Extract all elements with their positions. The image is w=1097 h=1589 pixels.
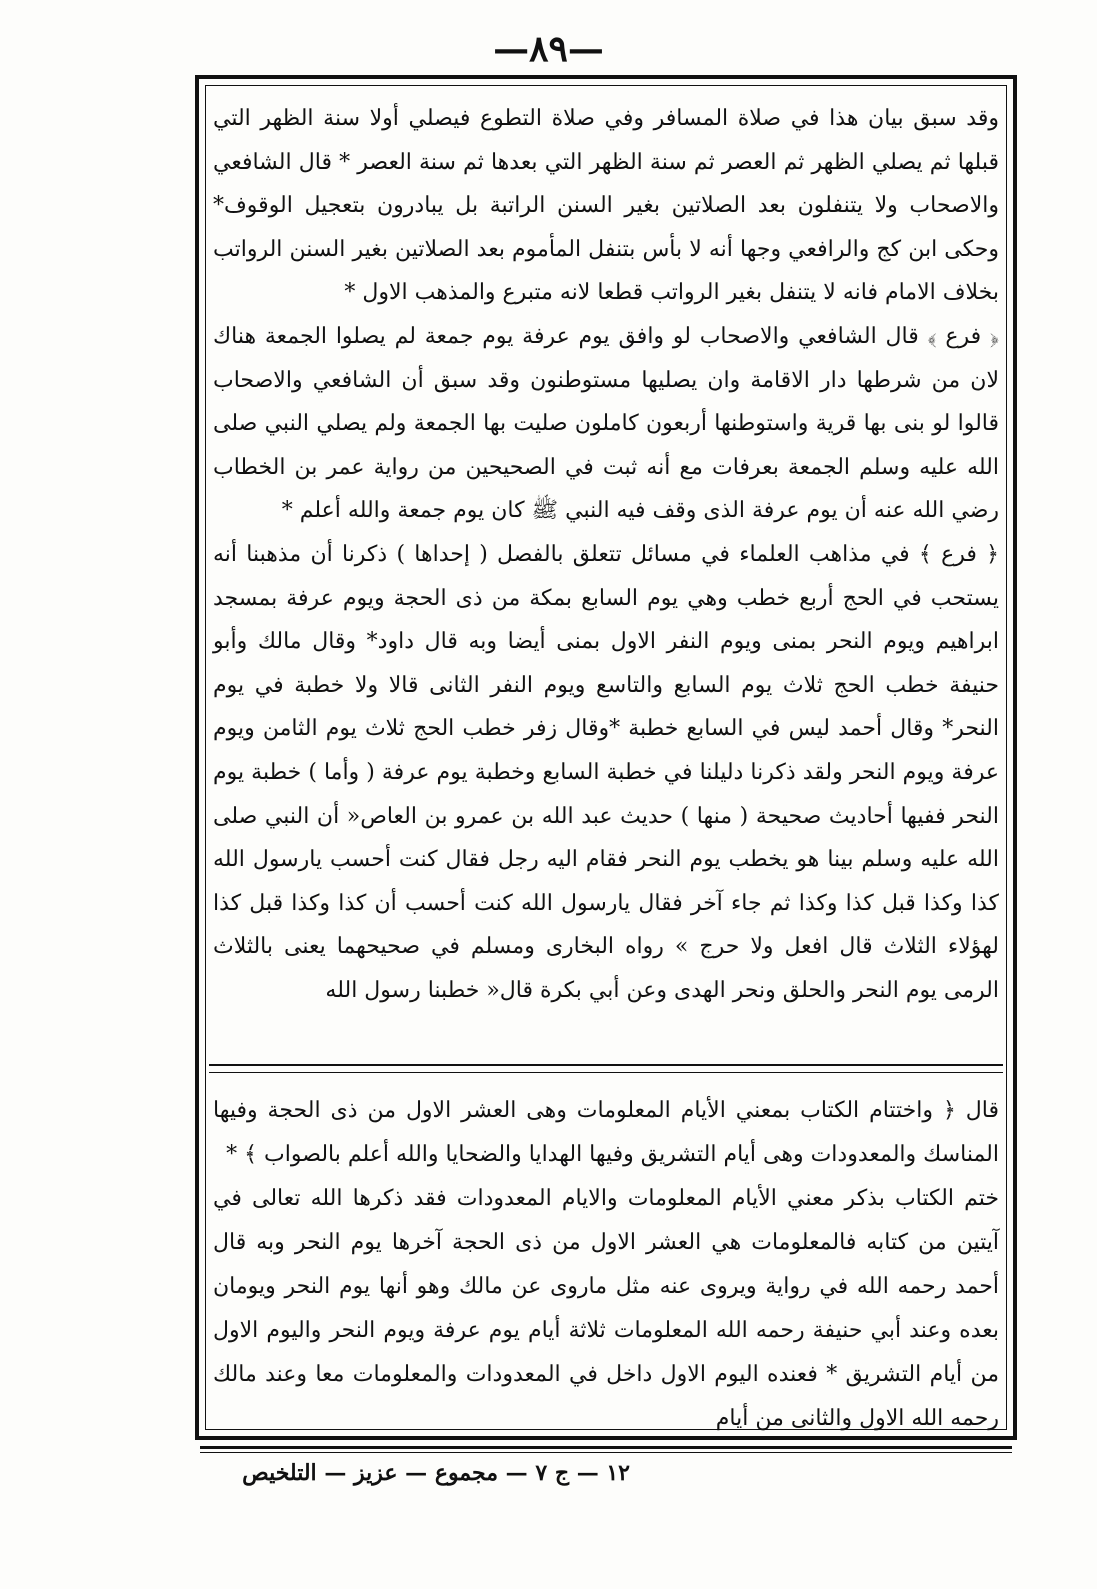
- bottom-rule: [200, 1446, 1012, 1449]
- section-divider-thin: [209, 1072, 1003, 1073]
- main-paragraph: ﴿ فرع ﴾ في مذاهب العلماء في مسائل تتعلق بالفصل ( إحداها ) ذكرنا أن مذهبنا أنه يستحب في الحج أربع خطب وهي يوم السابع بمكة من ذى الحجة ويوم عرفة بمسجد ابراهيم ويوم النحر بمنى ويوم النفر الاول بمنى أيضا وبه قال داود* وقال مالك وأبو حنيفة خطب الحج ثلاث يوم السابع والتاسع ويوم النفر الثانى قالا ولا خطبة في يوم النحر* وقال أحمد ليس في السابع خطبة *وقال زفر خطب الحج ثلاث يوم الثامن ويوم عرفة ويوم النحر ولقد ذكرنا دليلنا في خطبة السابع وخطبة يوم عرفة ( وأما ) خطبة يوم النحر ففيها أحاديث صحيحة ( منها ) حديث عبد الله بن عمرو بن العاص« أن النبي صلى الله عليه وسلم بينا هو يخطب يوم النحر فقام اليه رجل فقال كنت أحسب يارسول الله كذا وكذا قبل كذا وكذا ثم جاء آخر فقال يارسول الله كنت أحسب أن كذا وكذا قبل كذا لهؤلاء الثلاث قال افعل ولا حرج » رواه البخارى ومسلم في صحيحهما يعنى بالثلاث الرمى يوم النحر والحلق ونحر الهدى وعن أبي بكرة قال« خطبنا رسول الله: [213, 541, 999, 1003]
- footnote-paragraph: ختم الكتاب بذكر معني الأيام المعلومات والايام المعدودات فقد ذكرها الله تعالى في آيتين من كتابه فالمعلومات هي العشر الاول من ذى الحجة آخرها يوم النحر وبه قال أحمد رحمه الله في رواية ويروى عنه مثل ماروى عن مالك وهو أنها يوم النحر ويومان بعده وعند أبي حنيفة رحمه الله المعلومات ثلاثة أيام يوم عرفة ويوم النحر واليوم الاول من أيام التشريق * فعنده اليوم الاول داخل في المعدودات والمعلومات معا وعند مالك رحمه الله الاول والثانى من أيام: [213, 1186, 999, 1431]
- footnote-paragraph: قال ﴿ واختتام الكتاب بمعني الأيام المعلومات وهى العشر الاول من ذى الحجة وفيها المناسك والمعدودات وهى أيام التشريق وفيها الهدايا والضحايا والله أعلم بالصواب ﴾ *: [213, 1098, 999, 1167]
- section-divider: [209, 1064, 1003, 1066]
- main-paragraph: ﴿ فرع ﴾ قال الشافعي والاصحاب لو وافق يوم عرفة يوم جمعة لم يصلوا الجمعة هناك لان من شرطها دار الاقامة وان يصليها مستوطنون وقد سبق أن الشافعي والاصحاب قالوا لو بنى بها قرية واستوطنها أربعون كاملون صليت بها الجمعة ولم يصلي النبي صلى الله عليه وسلم الجمعة بعرفات مع أنه ثبت في الصحيحين من رواية عمر بن الخطاب رضي الله عنه أن يوم عرفة الذى وقف فيه النبي ﷺ كان يوم جمعة والله أعلم *: [213, 323, 999, 524]
- page-number: —٨٩—: [493, 28, 604, 70]
- main-text: [213, 97, 999, 1012]
- page-frame: [195, 75, 1017, 1440]
- footnote-text: [213, 1089, 999, 1441]
- signature-line: ١٢ — ج ٧ — مجموع — عزيز — التلخيص: [242, 1460, 630, 1486]
- main-paragraph: وقد سبق بيان هذا في صلاة المسافر وفي صلاة التطوع فيصلي أولا سنة الظهر التي قبلها ثم يصلي الظهر ثم العصر ثم سنة الظهر التي بعدها ثم سنة العصر * قال الشافعي والاصحاب ولا يتنفلون بعد الصلاتين بغير السنن الراتبة بل يبادرون بتعجيل الوقوف* وحكى ابن كج والرافعي وجها أنه لا بأس بتنفل المأموم بعد الصلاتين بغير السنن الرواتب بخلاف الامام فانه لا يتنفل بغير الرواتب قطعا لانه متبرع والمذهب الاول *: [213, 106, 999, 306]
- bottom-rule-thin: [200, 1452, 1012, 1453]
